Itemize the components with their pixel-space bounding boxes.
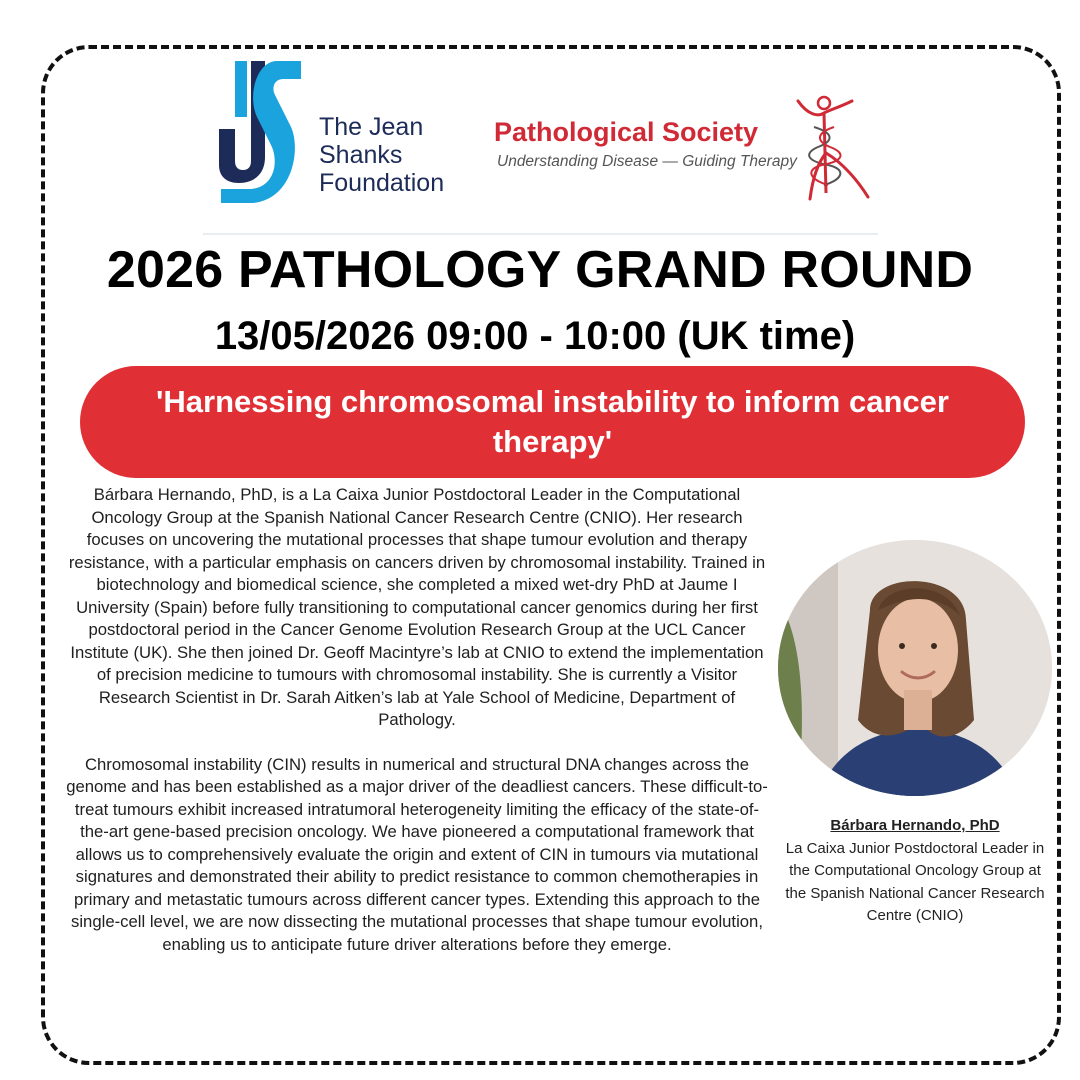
jean-shanks-logo-text <box>319 113 444 197</box>
speaker-role: La Caixa Junior Postdoctoral Leader in the Computational Oncology Group at the Spanish National Cancer Research Centre (CNIO) <box>785 839 1045 924</box>
speaker-name: Bárbara Hernando, PhD <box>830 817 1000 834</box>
event-title: 2026 PATHOLOGY GRAND ROUND <box>106 241 974 299</box>
logo-strip <box>203 53 878 235</box>
bio-paragraph-1: Bárbara Hernando, PhD, is a La Caixa Junior Postdoctoral Leader in the Computational Oncology Group at the Spanish National Cancer Research Centre (CNIO). Her research focuses on uncovering the mutational processes that shape tumour evolution and therapy resistance, with a particular emphasis on cancers driven by chromosomal instability. Trained in biotechnology and biomedical science, she completed a mixed wet-dry PhD at Jaume I University (Spain) before fully transitioning to computational cancer genomics during her first postdoctoral period in the Cancer Genome Evolution Research Group at the UCL Cancer Institute (UK). She then joined Dr. Geoff Macintyre’s lab at CNIO to extend the implementation of precision medicine to tumours with chromosomal instability. She is currently a Visitor Research Scientist in Dr. Sarah Aitken’s lab at Yale School of Medicine, Department of Pathology. <box>68 485 766 729</box>
jean-shanks-logo-mark <box>213 57 305 205</box>
speaker-bio <box>66 484 768 956</box>
jean-shanks-line1: The Jean <box>319 113 424 141</box>
caduceus-figure-icon <box>788 93 873 203</box>
pathological-society-name: Pathological Society <box>494 117 759 147</box>
speaker-photo <box>778 540 1052 796</box>
jean-shanks-line3: Foundation <box>319 169 445 197</box>
pathological-society-tagline: Understanding Disease — Guiding Therapy <box>497 153 797 170</box>
talk-title: 'Harnessing chromosomal instability to inform cancer therapy' <box>156 384 949 459</box>
speaker-caption <box>782 815 1048 928</box>
jean-shanks-line2: Shanks <box>319 141 403 169</box>
event-datetime: 13/05/2026 09:00 - 10:00 (UK time) <box>214 314 856 358</box>
talk-title-banner <box>80 366 1025 478</box>
bio-paragraph-2: Chromosomal instability (CIN) results in numerical and structural DNA changes across the genome and has been established as a major driver of the deadliest cancers. These difficult-to-treat tumours exhibit increased intratumoral heterogeneity limiting the efficacy of the state-of-the-art gene-based precision oncology. We have pioneered a computational framework that allows us to comprehensively evaluate the origin and extent of CIN in tumours via mutational signatures and demonstrated their ability to predict resistance to common chemotherapies in primary and metastatic tumours across different cancer types. Extending this approach to the single-cell level, we are now dissecting the mutational processes that shape tumour evolution, enabling us to anticipate future driver alterations before they emerge. <box>66 754 768 954</box>
